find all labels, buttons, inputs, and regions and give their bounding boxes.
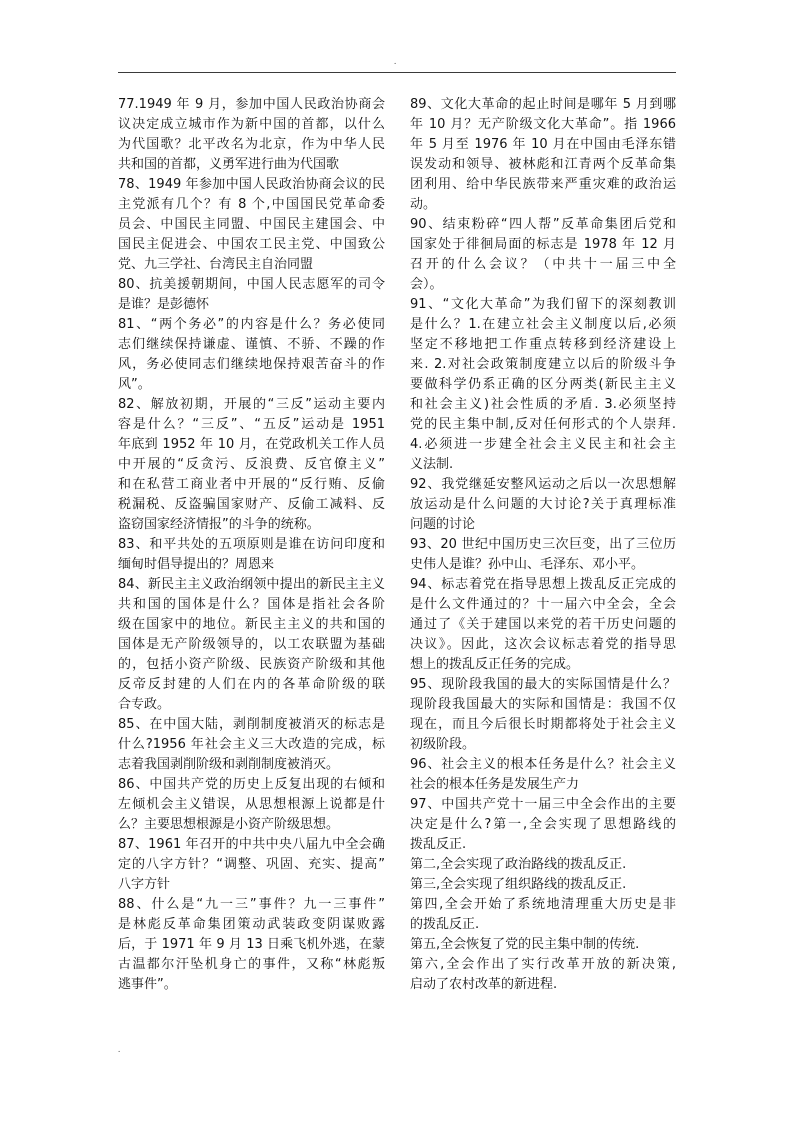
text-line: 拨乱反正. [410, 837, 467, 852]
text-line: 级在国家中的地位。新民主主义的共和国的 [118, 617, 385, 632]
text-line: 是什么？1.在建立社会主义制度以后,必须 [410, 317, 676, 332]
text-line: 八字方针 [118, 877, 171, 892]
text-line: 志着我国剥削阶级和剥削制度被消灭。 [118, 757, 340, 772]
text-line: 左倾机会主义错误，从思想根源上说都是什 [118, 797, 385, 812]
text-line: 84、新民主主义政治纲领中提出的新民主主义 [118, 577, 385, 592]
question-item [118, 895, 385, 995]
text-line: 年 10 月？无产阶级文化大革命”。指 1966 [410, 117, 676, 132]
text-line: 4.必须进一步建全社会主义民主和社会主 [410, 437, 676, 452]
text-line: 通过了《关于建国以来党的若干历史问题的 [410, 617, 676, 632]
text-line: 团利用、给中华民族带来严重灾难的政治运 [410, 177, 676, 192]
text-line: 决议》。因此，这次会议标志着党的指导思 [410, 637, 676, 652]
question-item [410, 215, 676, 295]
question-item [410, 95, 676, 215]
text-line: 会）。 [410, 277, 443, 292]
text-line: 定的八字方针？“调整、巩固、充实、提高” [118, 857, 385, 872]
question-item [410, 535, 676, 575]
text-line: 初级阶段。 [410, 737, 476, 752]
text-line: 第五,全会恢复了党的民主集中制的传统. [410, 937, 640, 952]
text-line: 要做科学仍系正确的区分两类(新民主主义 [410, 377, 676, 392]
text-line: 92、我党继延安整风运动之后以一次思想解 [410, 477, 676, 492]
question-item [410, 795, 676, 855]
question-item [410, 895, 676, 935]
question-item [410, 855, 676, 875]
text-line: 后，于 1971 年 9 月 13 日乘飞机外逃，在蒙 [118, 937, 385, 952]
text-line: 年底到 1952 年 10 月，在党政机关工作人员 [118, 437, 385, 452]
text-line: 是什么文件通过的？十一届六中全会，全会 [410, 597, 676, 612]
text-line: 主党派有几个？有 8 个,中国国民党革命委 [118, 197, 385, 212]
text-line: 是林彪反革命集团策动武装政变阴谋败露 [118, 917, 385, 932]
text-line: 现在，而且今后很长时期都将处于社会主义 [410, 717, 676, 732]
text-line: 第三,全会实现了组织路线的拨乱反正. [410, 877, 627, 892]
text-line: 史伟人是谁？孙中山、毛泽东、邓小平。 [410, 557, 645, 572]
text-line: 风”。 [118, 377, 151, 392]
text-line: 85、在中国大陆，剥削制度被消灭的标志是 [118, 717, 385, 732]
text-line: 77.1949 年 9 月，参加中国人民政治协商会 [118, 97, 385, 112]
text-line: 88、什么是“九一三”事件？九一三事件” [118, 897, 385, 912]
text-line: 想上的拨乱反正任务的完成。 [410, 657, 580, 672]
question-item [118, 275, 385, 315]
question-item [118, 535, 385, 575]
question-item [118, 315, 385, 395]
text-line: 放运动是什么问题的大讨论?关于真理标准 [410, 497, 676, 512]
text-line: 义法制. [410, 457, 454, 472]
left-column [118, 95, 385, 995]
question-item [410, 295, 676, 475]
text-line: 共和国的国体是什么？国体是指社会各阶 [118, 597, 385, 612]
question-item [410, 575, 676, 675]
text-line: 员会、中国民主同盟、中国民主建国会、中 [118, 217, 385, 232]
text-line: 94、标志着党在指导思想上拨乱反正完成的 [410, 577, 676, 592]
text-line: 议决定成立城市作为新中国的首都，以什么 [118, 117, 385, 132]
text-line: 91、“文化大革命”为我们留下的深刻教训 [410, 297, 676, 312]
text-line: 89、文化大革命的起止时间是哪年 5 月到哪 [410, 97, 676, 112]
text-line: 问题的讨论 [410, 517, 476, 532]
text-line: 盗窃国家经济情报”的斗争的统称。 [118, 517, 320, 532]
text-line: 坚定不移地把工作重点转移到经济建设上 [410, 337, 676, 352]
text-line: 是谁？是彭德怀 [118, 297, 210, 312]
footer-mark: . [118, 1044, 121, 1054]
question-item [410, 875, 676, 895]
text-line: 80、抗美援朝期间，中国人民志愿军的司令 [118, 277, 385, 292]
question-item [118, 575, 385, 715]
question-item [118, 95, 385, 175]
text-line: 82、解放初期，开展的“三反”运动主要内 [118, 397, 385, 412]
right-column [410, 95, 676, 995]
text-line: 和在私营工商业者中开展的“反行贿、反偷 [118, 477, 385, 492]
text-line: 党、九三学社、台湾民主自治同盟 [118, 257, 314, 272]
question-item [118, 835, 385, 895]
text-line: 什么?1956 年社会主义三大改造的完成，标 [118, 737, 385, 752]
text-line: 87、1961 年召开的中共中央八届九中全会确 [118, 837, 385, 852]
text-line: 的拨乱反正. [410, 917, 480, 932]
text-line: 社会的根本任务是发展生产力 [410, 777, 580, 792]
text-line: 召开的什么会议？（中共十一届三中全 [410, 257, 676, 272]
text-line: 容是什么？“三反”、“五反”运动是 1951 [118, 417, 385, 432]
text-line: 86、中国共产党的历史上反复出现的右倾和 [118, 777, 385, 792]
text-line: 合专政。 [118, 697, 171, 712]
text-line: 第二,全会实现了政治路线的拨乱反正. [410, 857, 627, 872]
question-item [410, 675, 676, 755]
text-line: 缅甸时倡导提出的？周恩来 [118, 557, 275, 572]
text-line: 党的民主集中制,反对任何形式的个人崇拜. [410, 417, 676, 432]
text-line: 启动了农村改革的新进程. [410, 977, 558, 992]
text-line: 来. 2.对社会政策制度建立以后的阶级斗争 [410, 357, 676, 372]
text-line: 现阶段我国最大的实际和国情是：我国不仅 [410, 697, 676, 712]
text-line: 古温都尔汗坠机身亡的事件，又称“林彪叛 [118, 957, 385, 972]
text-line: 81、“两个务必”的内容是什么？务必使同 [118, 317, 385, 332]
text-line: 年 5 月至 1976 年 10 月在中国由毛泽东错 [410, 137, 676, 152]
question-item [118, 175, 385, 275]
text-line: 96、社会主义的根本任务是什么？社会主义 [410, 757, 676, 772]
text-line: 国民主促进会、中国农工民主党、中国致公 [118, 237, 385, 252]
text-line: 为代国歌？北平改名为北京，作为中华人民 [118, 137, 385, 152]
question-item [410, 935, 676, 955]
text-line: 决定是什么?第一,全会实现了思想路线的 [410, 817, 676, 832]
text-line: 风，务必使同志们继续地保持艰苦奋斗的作 [118, 357, 385, 372]
text-line: 第四,全会开始了系统地清理重大历史是非 [410, 897, 676, 912]
header-mark: . [394, 56, 397, 66]
text-line: 志们继续保持谦虚、谨慎、不骄、不躁的作 [118, 337, 385, 352]
question-item [118, 395, 385, 535]
question-item [118, 775, 385, 835]
text-line: 共和国的首都，义勇军进行曲为代国歌 [118, 157, 340, 172]
question-item [410, 475, 676, 535]
question-item [118, 715, 385, 775]
text-line: 么？主要思想根源是小资产阶级思想。 [118, 817, 340, 832]
text-line: 动。 [410, 197, 437, 212]
text-line: 90、结束粉碎“四人帮”反革命集团后党和 [410, 217, 676, 232]
text-line: 反帝反封建的人们在内的各革命阶级的联 [118, 677, 385, 692]
text-line: 和社会主义)社会性质的矛盾. 3.必须坚持 [410, 397, 676, 412]
question-item [410, 955, 676, 995]
text-line: 97、中国共产党十一届三中全会作出的主要 [410, 797, 676, 812]
text-line: 第六,全会作出了实行改革开放的新决策, [410, 957, 676, 972]
text-line: 国家处于徘徊局面的标志是 1978 年 12 月 [410, 237, 676, 252]
text-line: 税漏税、反盗骗国家财产、反偷工减料、反 [118, 497, 385, 512]
text-line: 国体是无产阶级领导的，以工农联盟为基础 [118, 637, 385, 652]
text-line: 逃事件”。 [118, 977, 177, 992]
question-item [410, 755, 676, 795]
text-line: 误发动和领导、被林彪和江青两个反革命集 [410, 157, 676, 172]
text-line: 95、现阶段我国的最大的实际国情是什么？ [410, 677, 676, 692]
text-line: 中开展的“反贪污、反浪费、反官僚主义” [118, 457, 385, 472]
text-line: 78、1949 年参加中国人民政治协商会议的民 [118, 177, 385, 192]
header-rule [118, 72, 676, 73]
text-line: 83、和平共处的五项原则是谁在访问印度和 [118, 537, 385, 552]
text-line: 93、20 世纪中国历史三次巨变，出了三位历 [410, 537, 676, 552]
text-line: 的，包括小资产阶级、民族资产阶级和其他 [118, 657, 385, 672]
